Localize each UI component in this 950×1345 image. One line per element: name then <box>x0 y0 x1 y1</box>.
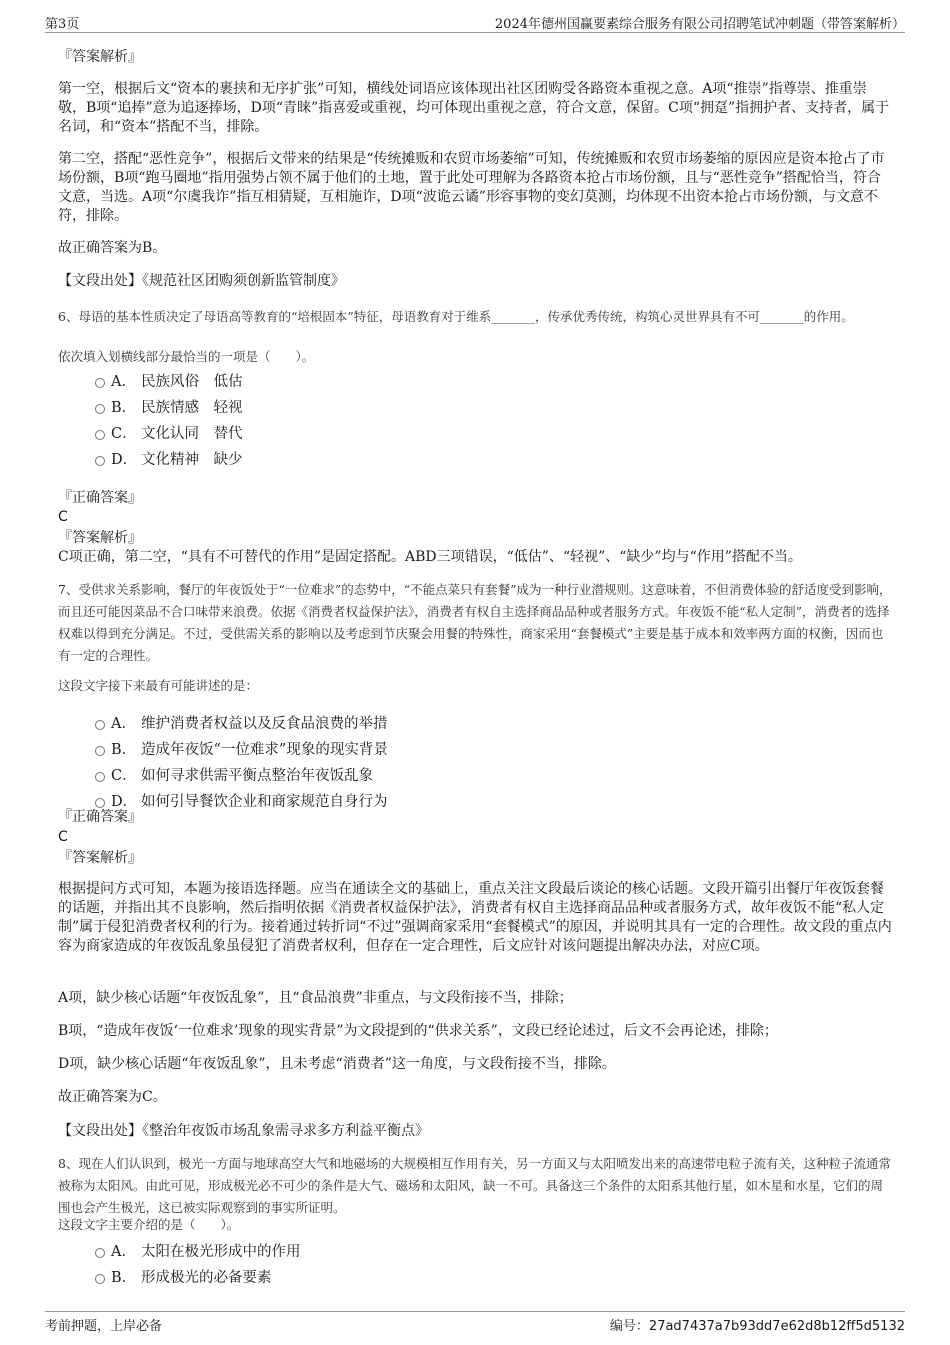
analysis-paragraph: D项，缺少核心话题“年夜饭乱象”，且未考虑“消费者”这一角度，与文段衔接不当，排除。 <box>58 1056 616 1072</box>
source-citation: 【文段出处】《整治年夜饭市场乱象需寻求多方利益平衡点》 <box>58 1123 429 1139</box>
analysis-paragraph: 第二空，搭配“恶性竞争”，根据后文带来的结果是“传统摊贩和农贸市场萎缩”可知，传统摊贩和农贸市场萎缩的原因应是资本抢占了市场份额，B项“跑马圈地”指用强势占领不属于他们的土地，置于此处可理解为各路资本抢占市场份额，且与“恶性竞争”搭配恰当，符合文意，当选。A项“尔虞我诈”指互相猜疑，互相施诈，D项“波诡云谲”形容事物的变幻莫测，均体现不出资本抢占市场份额，与文意不符，排除。 <box>58 151 885 224</box>
option-d[interactable]: D． 文化精神 缺少 <box>95 448 243 468</box>
radio-icon[interactable] <box>95 430 105 440</box>
radio-icon[interactable] <box>95 746 105 756</box>
question-stem: 7、受供求关系影响，餐厅的年夜饭处于“一位难求”的态势中，“不能点菜只有套餐”成为一种行业潜规则。这意味着，不但消费体验的舒适度受到影响，而且还可能因菜品不合口味带来浪费。依据《消费者权益保护法》，消费者有权自主选择商品品种或者服务方式。年夜饭不能“私人定制”，消费者的选择权难以得到充分满足。不过，受供需关系的影响以及考虑到节庆聚会用餐的特殊性，商家采用“套餐模式”主要是基于成本和效率两方面的权衡，因而也有一定的合理性。 <box>58 582 892 663</box>
radio-icon[interactable] <box>95 404 105 414</box>
analysis-paragraph: 根据提问方式可知，本题为接语选择题。应当在通读全文的基础上，重点关注文段最后谈论的核心话题。文段开篇引出餐厅年夜饭套餐的话题，并指出其不良影响，然后指明依据《消费者权益保护法》，消费者有权自主选择商品品种或者服务方式，故年夜饭不能“私人定制”属于侵犯消费者权利的行为。接着通过转折词“不过”强调商家采用“套餐模式”的原因，并说明其具有一定的合理性。故文段的重点内容为商家造成的年夜饭乱象虽侵犯了消费者权利，但存在一定合理性，后文应针对该问题提出解决办法，对应C项。 <box>58 881 892 954</box>
correct-answer: C <box>58 509 68 525</box>
analysis-label: 『答案解析』 <box>58 49 142 65</box>
page-header <box>45 13 905 33</box>
page-number: 第3页 <box>45 17 80 32</box>
analysis-paragraph: C项正确，第二空，“具有不可替代的作用”是固定搭配。ABD三项错误，“低估”、“轻视”、“缺少”均与“作用”搭配不当。 <box>58 549 802 565</box>
radio-icon[interactable] <box>95 720 105 730</box>
question-ask: 这段文字接下来最有可能讲述的是： <box>58 678 259 693</box>
radio-icon[interactable] <box>95 378 105 388</box>
option-a[interactable]: A． 维护消费者权益以及反食品浪费的举措 <box>95 712 388 732</box>
analysis-paragraph: B项，“造成年夜饭‘一位难求’现象的现实背景”为文段提到的“供求关系”，文段已经论述过，后文不会再论述，排除； <box>58 1023 778 1039</box>
option-d[interactable]: D． 如何引导餐饮企业和商家规范自身行为 <box>95 790 388 810</box>
question-stem: 8、现在人们认识到，极光一方面与地球高空大气和地磁场的大规模相互作用有关，另一方面又与太阳喷发出来的高速带电粒子流有关，这种粒子流通常被称为太阳风。由此可见，形成极光必不可少的条件是大气、磁场和太阳风，缺一不可。具备这三个条件的太阳系其他行星，如木星和水星，它们的周围也会产生极光，这已被实际观察到的事实所证明。 <box>58 1156 891 1215</box>
radio-icon[interactable] <box>95 1248 105 1258</box>
analysis-label: 『答案解析』 <box>58 850 142 866</box>
analysis-paragraph: 第一空，根据后文“资本的裹挟和无序扩张”可知，横线处词语应该体现出社区团购受各路资本重视之意。A项“推崇”指尊崇、推重崇敬，B项“追捧”意为追逐捧场，D项“青睐”指喜爱或重视，均可体现出重视之意，符合文意，保留。C项“拥趸”指拥护者、支持者，属于名词，和“资本”搭配不当，排除。 <box>58 81 890 135</box>
correct-answer: C <box>58 829 68 845</box>
document-title: 2024年德州国赢要素综合服务有限公司招聘笔试冲刺题（带答案解析） <box>494 17 905 32</box>
option-a[interactable]: A． 民族风俗 低估 <box>95 370 243 390</box>
conclusion: 故正确答案为B。 <box>58 240 167 256</box>
radio-icon[interactable] <box>95 456 105 466</box>
correct-answer-label: 『正确答案』 <box>58 809 142 825</box>
question-ask: 这段文字主要介绍的是（ ）。 <box>58 1217 240 1232</box>
conclusion: 故正确答案为C。 <box>58 1089 167 1105</box>
radio-icon[interactable] <box>95 798 105 808</box>
option-a[interactable]: A． 太阳在极光形成中的作用 <box>95 1240 301 1260</box>
option-b[interactable]: B． 民族情感 轻视 <box>95 396 243 416</box>
document-code: 编号：27ad7437a7b93dd7e62d8b12ff5d5132 <box>609 1319 905 1334</box>
option-b[interactable]: B． 形成极光的必备要素 <box>95 1266 272 1286</box>
option-b[interactable]: B． 造成年夜饭“一位难求”现象的现实背景 <box>95 738 388 758</box>
footer-slogan: 考前押题，上岸必备 <box>45 1319 163 1334</box>
option-c[interactable]: C． 如何寻求供需平衡点整治年夜饭乱象 <box>95 764 373 784</box>
question-ask: 依次填入划横线部分最恰当的一项是（ ）。 <box>58 349 315 364</box>
option-c[interactable]: C． 文化认同 替代 <box>95 422 243 442</box>
radio-icon[interactable] <box>95 772 105 782</box>
correct-answer-label: 『正确答案』 <box>58 490 142 506</box>
question-stem: 6、母语的基本性质决定了母语高等教育的“培根固本”特征，母语教育对于维系_______，传承优秀传统，构筑心灵世界具有不可_______的作用。 <box>58 309 854 324</box>
source-citation: 【文段出处】《规范社区团购须创新监管制度》 <box>58 273 345 289</box>
page-footer <box>45 1311 905 1334</box>
analysis-label: 『答案解析』 <box>58 530 142 546</box>
radio-icon[interactable] <box>95 1274 105 1284</box>
analysis-paragraph: A项，缺少核心话题“年夜饭乱象”，且“食品浪费”非重点，与文段衔接不当，排除； <box>58 990 573 1006</box>
